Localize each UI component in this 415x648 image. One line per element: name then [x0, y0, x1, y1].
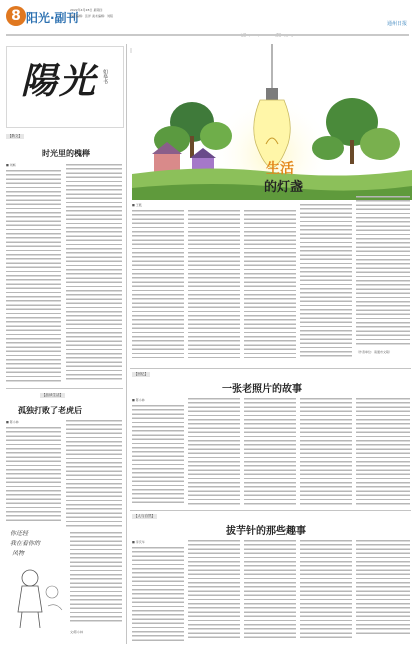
article-title: 拔芋针的那些趣事 [226, 526, 306, 537]
article-body-text [66, 420, 122, 528]
illustration-caption-line: 风物 [12, 550, 25, 557]
article-body-text [300, 204, 352, 358]
article-author: ■ 王筱 [132, 203, 142, 207]
article-body-text [300, 540, 352, 641]
article-author: ■ 陈小林 [6, 420, 19, 424]
article-tag: 【品读生活】 [42, 393, 63, 397]
article-body-text [356, 540, 410, 636]
article-tag: 【散文】 [8, 134, 22, 138]
section-divider [6, 388, 123, 389]
page-header [0, 0, 415, 44]
article-body-text [6, 427, 61, 522]
header-rule [6, 34, 409, 36]
header-date: 2022年4月28日 星期四 [70, 8, 103, 12]
article-body-text [132, 547, 184, 641]
page-number-badge: 8 [6, 6, 26, 26]
article-body-text [132, 405, 184, 505]
section-divider [130, 510, 411, 511]
article-body-text [300, 398, 352, 505]
child-sketch-icon [8, 562, 68, 632]
masthead-signature: 如皋书 [102, 69, 108, 84]
article-title: 时光里的槐榉 [42, 148, 90, 158]
article-body-text [188, 540, 240, 641]
article-body-text [70, 532, 122, 622]
article-body-text [66, 164, 122, 382]
article-author: ■ 陈小林 [132, 398, 145, 402]
newspaper-logo: 通州日报 [386, 21, 407, 27]
article-body-text [188, 398, 240, 505]
section-title: 阳光·副刊 [26, 11, 79, 25]
section-divider [130, 368, 411, 369]
article-body-text [356, 196, 410, 346]
feature-title: 的灯盏 [264, 180, 304, 195]
article-body-text [244, 540, 296, 641]
article-body-text [356, 398, 410, 505]
article-author: ■ 刘畅 [6, 163, 16, 167]
byline-note: 文/陈小林 [70, 630, 84, 634]
article-tag: 【人与自然】 [134, 514, 155, 518]
feature-title: 生活 [266, 161, 294, 177]
illustration-caption-line: 你还轻 [10, 530, 29, 537]
article-body-text [188, 210, 240, 358]
masthead-calligraphy: 陽光 [21, 60, 98, 102]
article-body-text [244, 398, 296, 505]
masthead-box [6, 46, 124, 128]
feature-footer-note: （作者单位：南通市文联） [356, 350, 393, 354]
illustration-caption-line: 我在看你的 [10, 540, 41, 547]
article-title: 孤独打败了老虎后 [18, 405, 82, 415]
article-body-text [6, 170, 61, 382]
header-editors: 责任编辑：张洋 美术编辑：刘程 [70, 14, 113, 18]
article-author: ■ 李庆华 [132, 540, 145, 544]
article-body-text [244, 210, 296, 358]
article-body-text [132, 210, 184, 358]
article-tag: 【回忆】 [134, 372, 148, 376]
article-title: 一张老照片的故事 [222, 384, 302, 395]
column-rule [126, 44, 127, 644]
sidebar-illustration [8, 528, 68, 638]
